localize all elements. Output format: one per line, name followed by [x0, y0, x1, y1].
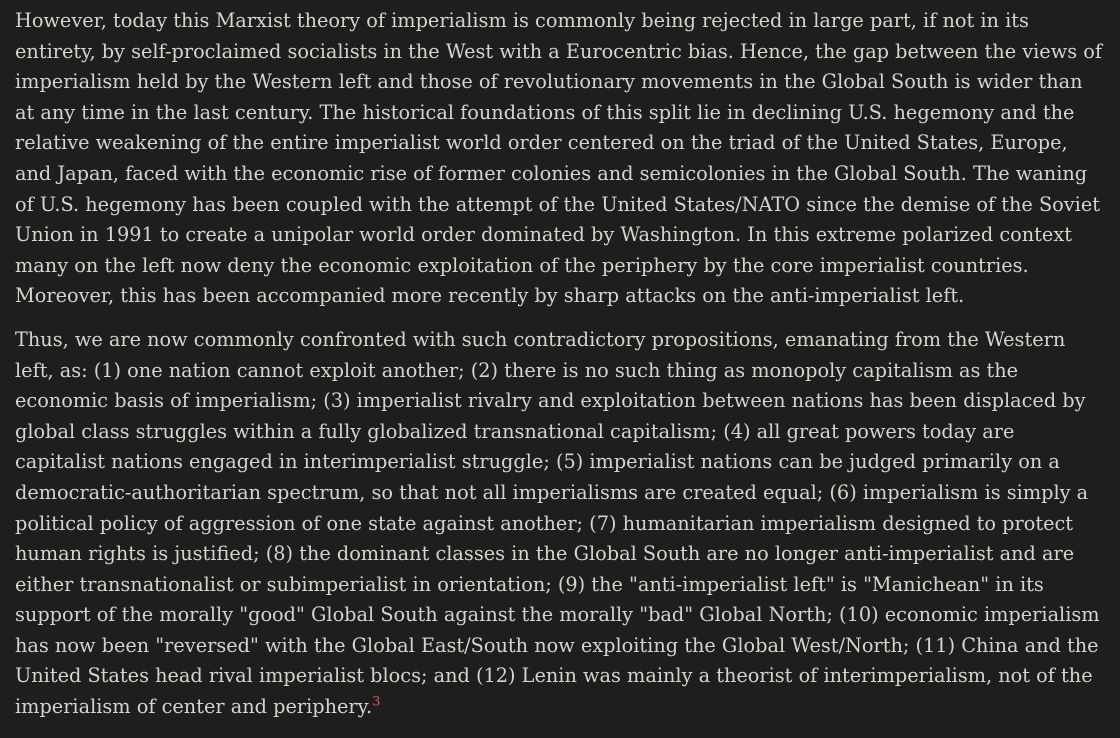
paragraph-1 — [15, 6, 1106, 312]
paragraph-2 — [15, 325, 1106, 723]
paragraph-1-text: However, today this Marxist theory of imperialism is commonly being rejected in large part, if not in its entirety, by self-proclaimed socialists in the West with a Eurocentric bias. Hence, the gap between the views of imperialism held by the Western left and those of revolutionary movements in the Global South is wider than at any time in the last century. The historical foundations of this split lie in declining U.S. hegemony and the relative weakening of the entire imperialist world order centered on the triad of the United States, Europe, and Japan, faced with the economic rise of former colonies and semicolonies in the Global South. The waning of U.S. hegemony has been coupled with the attempt of the United States/NATO since the demise of the Soviet Union in 1991 to create a unipolar world order dominated by Washington. In this extreme polarized context many on the left now deny the economic exploitation of the periphery by the core imperialist countries. Moreover, this has been accompanied more recently by sharp attacks on the anti-imperialist left. — [15, 9, 1102, 308]
paragraph-2-text: Thus, we are now commonly confronted with such contradictory propositions, emanating from the Western left, as: (1) one nation cannot exploit another; (2) there is no such thing as monopoly capitalism as the economic basis of imperialism; (3) imperialist rivalry and exploitation between nations has been displaced by global class struggles within a fully globalized transnational capitalism; (4) all great powers today are capitalist nations engaged in interimperialist struggle; (5) imperialist nations can be judged primarily on a democratic-authoritarian spectrum, so that not all imperialisms are created equal; (6) imperialism is simply a political policy of aggression of one state against another; (7) humanitarian imperialism designed to protect human rights is justified; (8) the dominant classes in the Global South are no longer anti-imperialist and are either transnationalist or subimperialist in orientation; (9) the "anti-imperialist left" is "Manichean" in its support of the morally "good" Global South against the morally "bad" Global North; (10) economic imperialism has now been "reversed" with the Global East/South now exploiting the Global West/North; (11) China and the United States head rival imperialist blocs; and (12) Lenin was mainly a theorist of interimperialism, not of the imperialism of center and periphery. — [15, 327, 1100, 719]
footnote-reference-link[interactable]: 3 — [372, 694, 381, 710]
